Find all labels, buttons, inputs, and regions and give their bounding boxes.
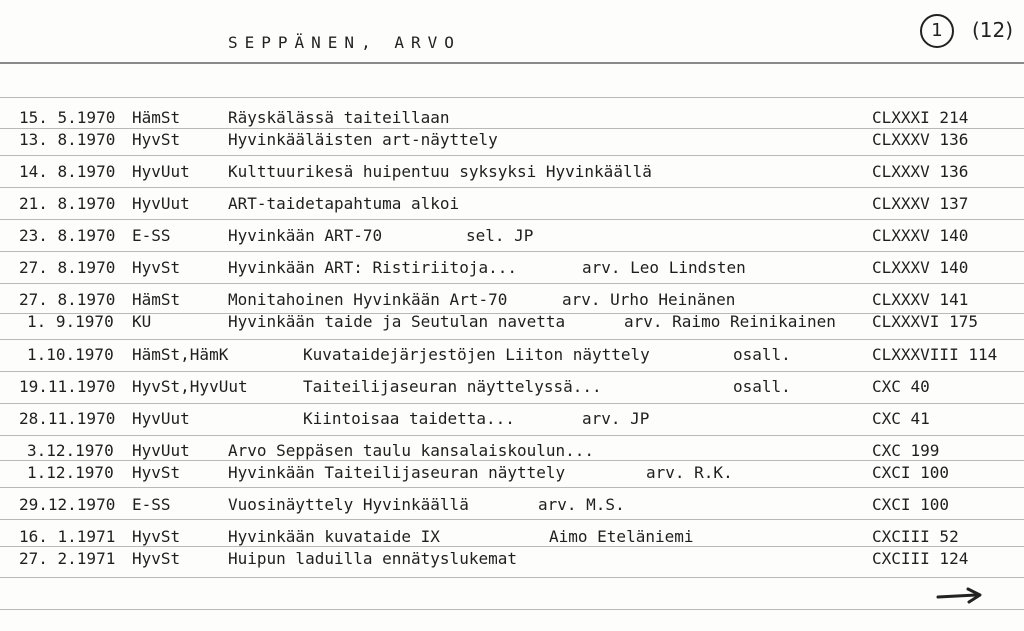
entry-note: osall.	[733, 345, 791, 364]
entry-ref: CLXXXI 214	[872, 108, 969, 127]
ruled-line	[0, 97, 1024, 98]
entry-date: 23. 8.1970	[19, 226, 116, 245]
entry-text: Kuvataidejärjestöjen Liiton näyttely	[303, 345, 650, 364]
entry-ref: CLXXXV 136	[872, 162, 969, 181]
entry-date: 27. 8.1970	[19, 290, 116, 309]
entry-ref: CXCI 100	[872, 495, 950, 514]
entry-note: arv. M.S.	[538, 495, 625, 514]
entry-date: 21. 8.1970	[19, 194, 116, 213]
entry-source: KU	[132, 312, 152, 331]
ruled-line	[0, 128, 1024, 129]
entry-text: Hyvinkääläisten art-näyttely	[228, 130, 498, 149]
entry-date: 13. 8.1970	[19, 130, 116, 149]
card-total: (12)	[972, 18, 1014, 42]
entry-text: Hyvinkään ART: Ristiriitoja...	[228, 258, 517, 277]
entry-source: HyvSt	[132, 130, 181, 149]
ruled-line	[0, 371, 1024, 372]
entry-ref: CXC 41	[872, 409, 930, 428]
entry-note: arv. Urho Heinänen	[562, 290, 736, 309]
ruled-line	[0, 339, 1024, 340]
entry-text: Hyvinkään Taiteilijaseuran näyttely	[228, 463, 566, 482]
entry-ref: CLXXXV 140	[872, 258, 969, 277]
entry-date: 27. 2.1971	[19, 549, 116, 568]
entry-source: HyvUut	[132, 162, 190, 181]
entry-text: Vuosinäyttely Hyvinkäällä	[228, 495, 469, 514]
entry-text: Monitahoinen Hyvinkään Art-70	[228, 290, 508, 309]
ruled-line	[0, 155, 1024, 156]
entry-date: 16. 1.1971	[19, 527, 116, 546]
ruled-line	[0, 403, 1024, 404]
entry-source: HyvSt	[132, 463, 181, 482]
ruled-line	[0, 519, 1024, 520]
entry-date: 19.11.1970	[19, 377, 116, 396]
entry-date: 3.12.1970	[27, 441, 114, 460]
continue-arrow-icon	[936, 586, 984, 606]
entry-ref: CXC 40	[872, 377, 930, 396]
ruled-line	[0, 187, 1024, 188]
entry-date: 28.11.1970	[19, 409, 116, 428]
ruled-line	[0, 283, 1024, 284]
entry-note: arv. Raimo Reinikainen	[624, 312, 836, 331]
ruled-line	[0, 546, 1024, 547]
entry-ref: CLXXXV 136	[872, 130, 969, 149]
entry-date: 1.12.1970	[27, 463, 114, 482]
ruled-line	[0, 435, 1024, 436]
entry-note: arv. JP	[582, 409, 650, 428]
entry-source: HyvUut	[132, 441, 190, 460]
entry-note: sel. JP	[466, 226, 534, 245]
ruled-line	[0, 487, 1024, 488]
entry-source: E-SS	[132, 226, 171, 245]
entry-source: HämSt	[132, 290, 181, 309]
entry-ref: CXCIII 52	[872, 527, 959, 546]
entry-source: HyvUut	[132, 194, 190, 213]
entry-date: 14. 8.1970	[19, 162, 116, 181]
entry-text: ART-taidetapahtuma alkoi	[228, 194, 460, 213]
entry-source: HyvSt	[132, 258, 181, 277]
entry-ref: CLXXXVIII 114	[872, 345, 998, 364]
entry-source: HyvSt,HyvUut	[132, 377, 248, 396]
entry-text: Arvo Seppäsen taulu kansalaiskoulun...	[228, 441, 595, 460]
entry-date: 1. 9.1970	[27, 312, 114, 331]
card-number-circled: 1	[920, 14, 954, 48]
entry-ref: CXC 199	[872, 441, 940, 460]
entry-note: arv. Leo Lindsten	[582, 258, 746, 277]
ruled-line	[0, 251, 1024, 252]
entry-source: E-SS	[132, 495, 171, 514]
entry-note: osall.	[733, 377, 791, 396]
entry-date: 1.10.1970	[27, 345, 114, 364]
entry-ref: CLXXXV 137	[872, 194, 969, 213]
entry-text: Kiintoisaa taidetta...	[303, 409, 515, 428]
entry-ref: CLXXXV 140	[872, 226, 969, 245]
entry-text: Taiteilijaseuran näyttelyssä...	[303, 377, 602, 396]
entry-text: Hyvinkään taide ja Seutulan navetta	[228, 312, 566, 331]
entry-source: HyvSt	[132, 549, 181, 568]
entry-note: Aimo Eteläniemi	[549, 527, 694, 546]
entry-source: HyvUut	[132, 409, 190, 428]
entry-ref: CXCI 100	[872, 463, 950, 482]
entry-text: Hyvinkään kuvataide IX	[228, 527, 440, 546]
entry-text: Kulttuurikesä huipentuu syksyksi Hyvinkäällä	[228, 162, 652, 181]
entry-source: HämSt	[132, 108, 181, 127]
entry-ref: CLXXXV 141	[872, 290, 969, 309]
header-rule	[0, 62, 1024, 64]
entry-date: 29.12.1970	[19, 495, 116, 514]
entry-text: Hyvinkään ART-70	[228, 226, 383, 245]
entry-ref: CLXXXVI 175	[872, 312, 978, 331]
entry-text: Huipun laduilla ennätyslukemat	[228, 549, 517, 568]
ruled-line	[0, 460, 1024, 461]
entry-source: HämSt,HämK	[132, 345, 229, 364]
ruled-line	[0, 219, 1024, 220]
card-title: SEPPÄNEN, ARVO	[228, 33, 461, 52]
ruled-line	[0, 577, 1024, 578]
entry-source: HyvSt	[132, 527, 181, 546]
entry-text: Räyskälässä taiteillaan	[228, 108, 450, 127]
entry-ref: CXCIII 124	[872, 549, 969, 568]
entry-note: arv. R.K.	[646, 463, 733, 482]
entry-date: 15. 5.1970	[19, 108, 116, 127]
ruled-line	[0, 609, 1024, 610]
entry-date: 27. 8.1970	[19, 258, 116, 277]
